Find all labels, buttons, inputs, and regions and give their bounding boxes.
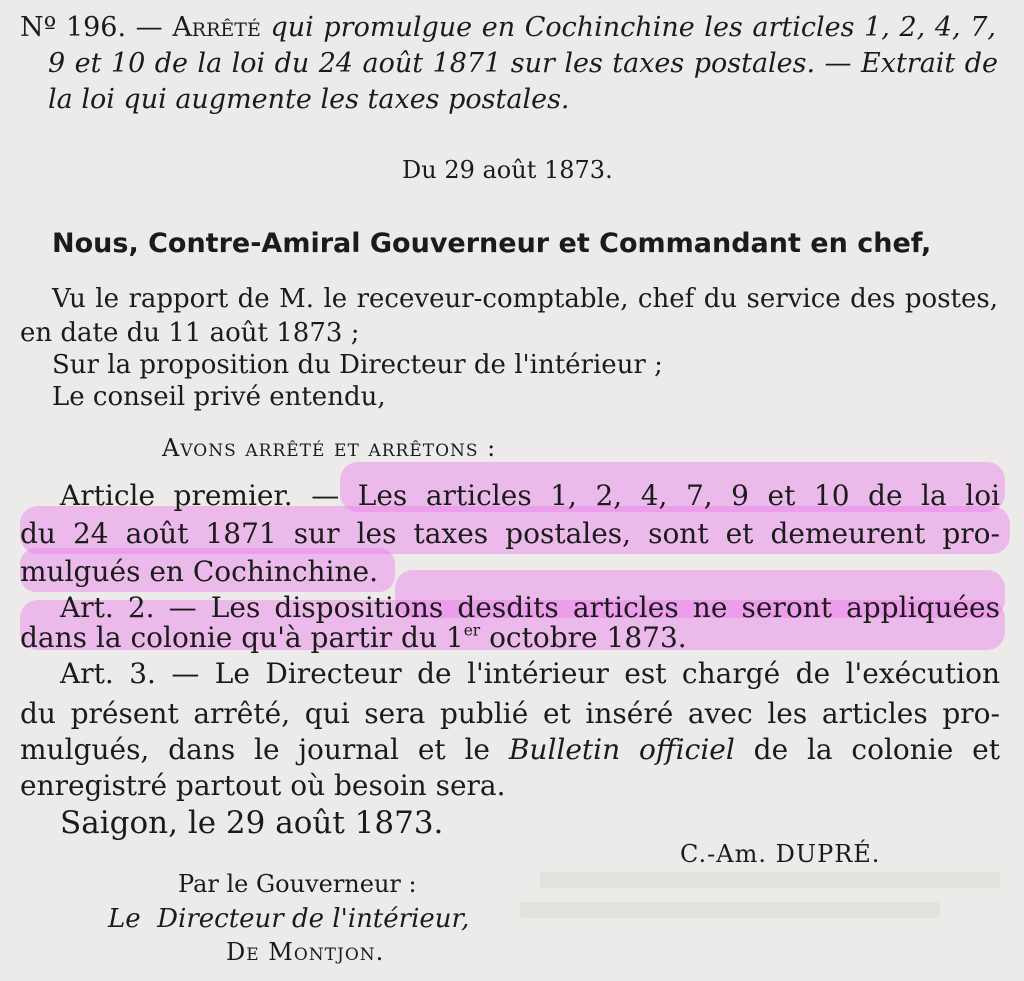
article-3-line-1 (60, 657, 1000, 690)
article-3-line-2-text: du présent arrêté, qui sera publié et inséré avec les articles pro- (20, 697, 1000, 730)
article-2-line-2 (20, 621, 687, 654)
header-line-2-text: 9 et 10 de la loi du 24 août 1871 sur les taxes postales. — Extrait de (48, 48, 998, 79)
article-3-line-3-pre: mulgués, dans le journal et le (20, 733, 509, 766)
decision-heading: Avons arrêté et arrêtons : (162, 434, 497, 462)
article-3-line-2 (20, 697, 1000, 730)
preamble-line-1 (52, 286, 998, 312)
par-le-gouverneur: Par le Gouverneur : (178, 870, 417, 898)
signature: C.-Am. DUPRÉ. (680, 840, 881, 868)
article-1-line-2-text: du 24 août 1871 sur les taxes postales, sont et demeurent pro- (20, 517, 1000, 550)
article-2-line-2-pre: dans la colonie qu'à partir du 1 (20, 621, 464, 654)
bleed-through-mark (540, 872, 1000, 888)
article-3-line-3 (20, 733, 1000, 766)
header-line-2 (48, 50, 998, 77)
article-1-line-1-text: Article premier. — Les articles 1, 2, 4, 7, 9 et 10 de la loi (60, 479, 1000, 512)
bulletin-title: Bulletin officiel (508, 733, 735, 766)
decree-type: Arrêté (172, 12, 261, 43)
article-2-line-1-text: Art. 2. — Les dispositions desdits articles ne seront appliquées (60, 591, 1000, 624)
bleed-through-mark (520, 902, 940, 918)
article-1-line-1 (60, 479, 1000, 512)
preamble-line-1-text: Vu le rapport de M. le receveur-comptable, chef du service des postes, (52, 284, 998, 314)
director-name: De Montjon. (226, 938, 385, 966)
decree-title-part: qui promulgue en Cochinchine les articles 1, 2, 4, 7, (260, 12, 997, 43)
article-2-line-1 (60, 591, 1000, 624)
article-2-line-2-post: octobre 1873. (480, 621, 687, 654)
preamble-line-3: Sur la proposition du Directeur de l'intérieur ; (52, 350, 663, 380)
preamble-line-4: Le conseil privé entendu, (52, 382, 386, 412)
header-line-3: la loi qui augmente les taxes postales. (48, 84, 570, 115)
article-1-line-2 (20, 517, 1000, 550)
decree-number: Nº 196. — (20, 12, 173, 43)
place-date: Saigon, le 29 août 1873. (60, 805, 444, 841)
ordinal-superscript: er (463, 621, 481, 640)
header-line-1 (20, 14, 996, 41)
authority-line: Nous, Contre-Amiral Gouverneur et Commandant en chef, (52, 228, 932, 259)
date-line: Du 29 août 1873. (402, 156, 613, 184)
article-1-line-3: mulgués en Cochinchine. (20, 555, 378, 588)
preamble-line-2: en date du 11 août 1873 ; (20, 318, 360, 348)
article-3-line-1-text: Art. 3. — Le Directeur de l'intérieur est chargé de l'exécution (60, 657, 1000, 690)
article-3-line-3-post: de la colonie et (734, 733, 1000, 766)
article-3-line-4: enregistré partout où besoin sera. (20, 769, 506, 802)
director-title: Le Directeur de l'intérieur, (108, 904, 470, 934)
